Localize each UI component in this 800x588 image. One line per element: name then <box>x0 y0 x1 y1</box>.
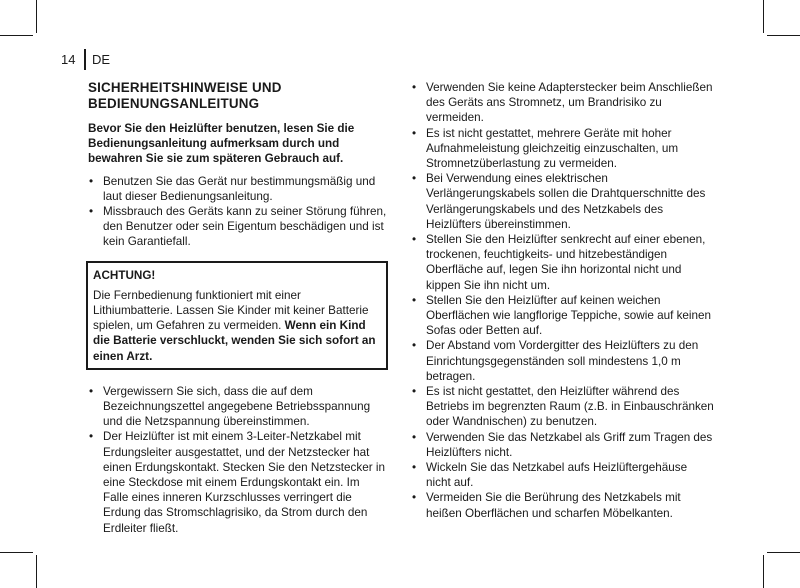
list-item: • Es ist nicht gestattet, den Heizlüfter während des Betriebs im begrenzten Raum (z.B. in Einbauschränken oder Wandnischen) zu benutzen. <box>412 385 714 429</box>
list-item: • Benutzen Sie das Gerät nur bestimmungsmäßig und laut dieser Bedienungsanleitung. <box>89 174 376 203</box>
crop-mark <box>767 35 800 36</box>
warning-title: ACHTUNG! <box>93 268 156 282</box>
safety-list-b <box>88 384 388 536</box>
list-item: • Es ist nicht gestattet, mehrere Geräte mit hoher Aufnahmeleistung gleichzeitig einzuschalten, um Stromnetzüberlastung zu vermeiden. <box>412 126 679 171</box>
bullet-icon: • <box>412 339 417 353</box>
crop-mark <box>36 555 37 588</box>
list-item: • Verwenden Sie keine Adapterstecker beim Anschließen des Geräts ans Stromnetz, um Brandrisiko zu vermeiden. <box>412 81 713 125</box>
list-item: • Stellen Sie den Heizlüfter senkrecht auf einer ebenen, trockenen, feuchtigkeits- und hitzebeständigen Oberfläche auf, legen Sie ihn horizontal nicht und kippen Sie ihn nicht um. <box>412 233 706 292</box>
bullet-icon: • <box>412 81 417 94</box>
crop-mark <box>763 0 764 33</box>
bullet-icon: • <box>89 384 94 398</box>
bullet-icon: • <box>412 293 417 307</box>
intro-text: Bevor Sie den Heizlüfter benutzen, lesen Sie die Bedienungsanleitung aufmerksam durch und bewahren Sie sie zum späteren Gebrauch auf. <box>88 122 355 166</box>
warning-box <box>86 261 388 370</box>
warning-text: Die Fernbedienung funktioniert mit einer Lithiumbatterie. Lassen Sie Kinder mit keiner Batterie spielen, um Gefahren zu vermeiden. Wenn ein Kind die Batterie verschluckt, wenden Sie sich sofort an einen Arzt. <box>93 288 376 363</box>
bullet-icon: • <box>412 172 417 186</box>
bullet-icon: • <box>89 430 94 444</box>
left-column <box>88 80 388 536</box>
list-item: • Stellen Sie den Heizlüfter auf keinen weichen Oberflächen wie langflorige Teppiche, sowie auf keinen Sofas oder Betten auf. <box>412 293 712 338</box>
bullet-icon: • <box>89 174 94 188</box>
crop-mark <box>0 35 33 36</box>
list-item: • Verwenden Sie das Netzkabel als Griff zum Tragen des Heizlüfters nicht. <box>412 430 713 459</box>
list-item: • Vergewissern Sie sich, dass die auf dem Bezeichnungszettel angegebene Betriebsspannung und die Netzspannung übereinstimmen. <box>89 384 371 429</box>
language-code: DE <box>92 51 111 67</box>
bullet-icon: • <box>412 491 417 505</box>
section-title: SICHERHEITSHINWEISE UND BEDIENUNGSANLEITUNG <box>88 80 282 111</box>
crop-mark <box>767 552 800 553</box>
crop-mark <box>763 555 764 588</box>
safety-list-c <box>410 80 714 521</box>
list-item: • Vermeiden Sie die Berührung des Netzkabels mit heißen Oberflächen und scharfen Möbelkanten. <box>412 491 681 520</box>
safety-list-a <box>88 174 388 250</box>
bullet-icon: • <box>412 126 417 140</box>
page-header <box>61 48 110 70</box>
right-column <box>410 80 714 521</box>
crop-mark <box>0 552 33 553</box>
list-item: • Bei Verwendung eines elektrischen Verlängerungskabels sollen die Drahtquerschnitte des Verlängerungskabels und des Netzkabels des Heizlüfters übereinstimmen. <box>412 172 706 231</box>
list-item: • Der Abstand vom Vordergitter des Heizlüfters zu den Einrichtungsgegenständen soll mindestens 1,0 m betragen. <box>412 339 699 383</box>
list-item: • Der Heizlüfter ist mit einem 3-Leiter-Netzkabel mit Erdungsleiter ausgestattet, und der Netzstecker hat einen Erdungskontakt. Stecken Sie den Netzstecker in eine Steckdose mit einem Erdungskontakt ein. Im Falle eines inneren Kurzschlusses verringert die Erdung das Stromschlagrisiko, da Strom durch den Erdleiter fließt. <box>89 430 385 535</box>
list-item: • Missbrauch des Geräts kann zu seiner Störung führen, den Benutzer oder sein Eigentum beschädigen und ist kein Garantiefall. <box>89 205 387 249</box>
bullet-icon: • <box>412 430 417 444</box>
header-divider <box>84 49 86 70</box>
bullet-icon: • <box>412 385 417 399</box>
page-number: 14 <box>61 51 76 67</box>
list-item: • Wickeln Sie das Netzkabel aufs Heizlüftergehäuse nicht auf. <box>412 461 688 490</box>
bullet-icon: • <box>89 205 94 219</box>
bullet-icon: • <box>412 461 417 475</box>
crop-mark <box>36 0 37 33</box>
bullet-icon: • <box>412 233 417 247</box>
